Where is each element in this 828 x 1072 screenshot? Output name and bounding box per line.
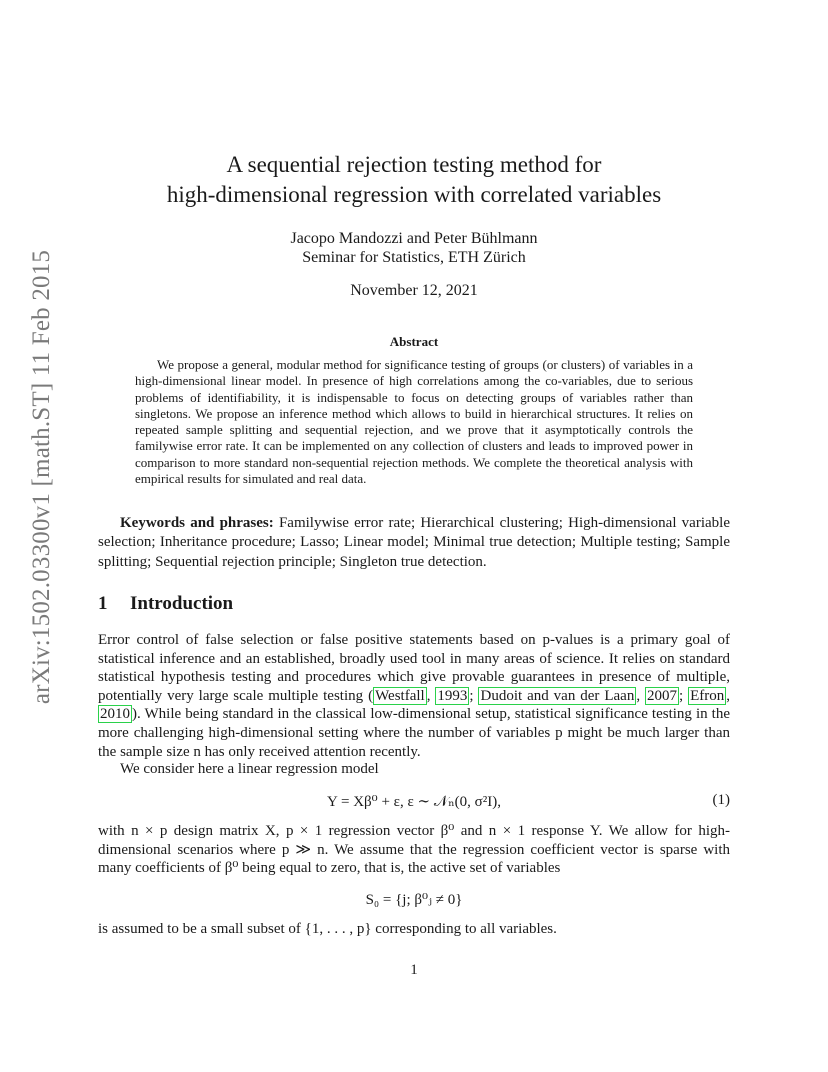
- paper-title: [0, 150, 828, 210]
- citation-efron-author: Efron: [690, 687, 725, 704]
- page-number: 1: [410, 962, 418, 978]
- citation-dudoit[interactable]: [478, 687, 636, 705]
- section-heading: [98, 593, 233, 615]
- citation-westfall-year[interactable]: [435, 687, 469, 705]
- intro-paragraph-4: is assumed to be a small subset of {1, . . . , p} corresponding to all variables.: [98, 921, 557, 937]
- abstract-heading: Abstract: [389, 334, 439, 349]
- intro-p1-text-b: ). While being standard in the classical low-dimensional setup, statistical significance testing in the more challenging high-dimensional setting where the number of variables p might be much larger than the sample size n has only received attention recently.: [98, 706, 730, 760]
- equation-2-body: S₀ = {j; β⁰ⱼ ≠ 0}: [365, 892, 463, 908]
- title-line-1: A sequential rejection testing method for: [226, 152, 602, 177]
- citation-dudoit-author: Dudoit and van der Laan: [480, 687, 635, 704]
- equation-2: [98, 890, 730, 909]
- equation-1-number: (1): [712, 792, 730, 808]
- keywords-label: Keywords and phrases:: [120, 515, 274, 531]
- intro-paragraph-2: We consider here a linear regression model: [120, 761, 379, 777]
- title-line-2: high-dimensional regression with correlated variables: [166, 182, 662, 207]
- citation-efron[interactable]: [688, 687, 726, 705]
- paper-date: November 12, 2021: [350, 282, 478, 299]
- intro-paragraph-3: with n × p design matrix X, p × 1 regression vector β⁰ and n × 1 response Y. We allow for high-dimensional scenarios where p ≫ n. We assume that the regression coefficient vector is sparse with many coefficients of β⁰ being equal to zero, that is, the active set of variables: [98, 823, 730, 877]
- citation-westfall-author: Westfall: [375, 687, 425, 704]
- equation-1-body: Y = Xβ⁰ + ε, ε ∼ 𝒩ₙ(0, σ²I),: [326, 794, 502, 810]
- citation-dudoit-year-text: 2007: [647, 687, 678, 704]
- keywords-paragraph: [98, 514, 730, 572]
- keywords-text: Familywise error rate; Hierarchical clustering; High-dimensional variable selection; Inheritance procedure; Lasso; Linear model; Minimal true detection; Multiple testing; Sample splitting; Sequential rejection principle; Singleton true detection.: [98, 515, 730, 570]
- equation-1: [98, 792, 730, 811]
- abstract-text: [135, 357, 693, 487]
- intro-p1-text-a: Error control of false selection or false positive statements based on p-values is a primary goal of statistical inference and an established, broadly used tool in many areas of science. It relies on standard statistical hypothesis testing and procedures which give provable guarantees in presence of multiple, potentially very large scale multiple testing (: [98, 632, 730, 704]
- author-affiliation: Seminar for Statistics, ETH Zürich: [302, 249, 526, 266]
- citation-dudoit-year[interactable]: [645, 687, 679, 705]
- citation-efron-year[interactable]: [98, 705, 132, 723]
- citation-efron-year-text: 2010: [100, 706, 130, 723]
- citation-westfall[interactable]: [373, 687, 427, 705]
- citation-westfall-year-text: 1993: [437, 687, 468, 704]
- author-names: Jacopo Mandozzi and Peter Bühlmann: [290, 230, 538, 247]
- abstract-body-text: We propose a general, modular method for significance testing of groups (or clusters) of variables in a high-dimensional linear model. In presence of high correlations among the co-variables, due to serious problems of identifiability, it is indispensable to focus on detecting groups of variables rather than singletons. We propose an inference method which allows to build in hierarchical structures. It relies on repeated sample splitting and sequential rejection, and we prove that it asymptotically controls the familywise error rate. It can be implemented on any collection of clusters and leads to improved power in comparison to more standard non-sequential rejection methods. We complete the theoretical analysis with empirical results for simulated and real data.: [135, 357, 693, 487]
- intro-paragraph-1: Error control of false selection or false positive statements based on p-values is a primary goal of statistical inference and an established, broadly used tool in many areas of science. It relies on standard statistical hypothesis testing and procedures which give provable guarantees in presence of multiple, potentially very large scale multiple testing ( Westfall , 1993 ; Dudoit and van der Laan , 2007 ; Efron , 2010 ). While being standard in the classical low-dimensional setup, statistical significance testing in the more challenging high-dimensional setting where the number of variables p might be much larger than the sample size n has only received attention recently.: [98, 632, 731, 760]
- section-title: Introduction: [130, 593, 234, 614]
- author-block: [0, 229, 828, 267]
- arxiv-identifier-text: arXiv:1502.03300v1 [math.ST] 11 Feb 2015: [28, 249, 56, 705]
- section-number: 1: [98, 593, 108, 614]
